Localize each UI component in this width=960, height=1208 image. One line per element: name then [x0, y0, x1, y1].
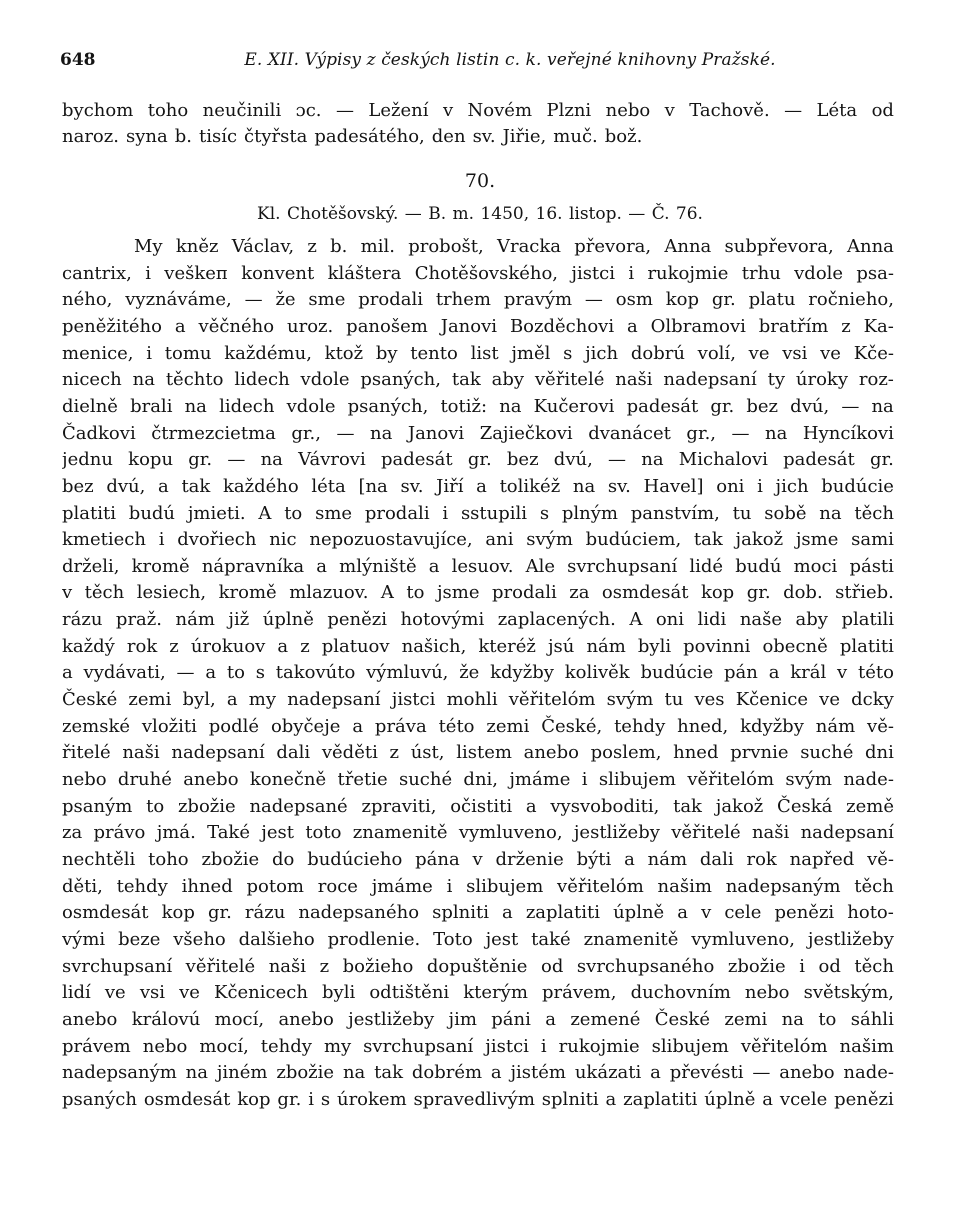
text-line: naroz. syna b. tisíc čtyřsta padesátého, den sv. Jiřie, muč. bož. — [62, 126, 643, 147]
running-header — [60, 47, 900, 73]
text-line: vými beze všeho dalšieho prodlenie. Toto jest také znamenitě vymluveno, jestližeby — [62, 929, 894, 950]
text-line: Čadkovi čtrmezcietma gr., — na Janovi Zajiečkovi dvanácet gr., — na Hyncíkovi — [62, 423, 894, 444]
text-line: cantrix, i veškeп konvent kláštera Chotěšovského, jistci i rukojmie trhu vdole psa- — [62, 263, 894, 284]
text-line: jednu kopu gr. — na Vávrovi padesát gr. bez dvú, — na Michalovi padesát gr. — [62, 449, 894, 470]
text-line: menice, i tomu každému, ktož by tento list jměl s jich dobrú volí, ve vsi ve Kče- — [62, 343, 894, 364]
text-line: rázu praž. nám již úplně penězi hotovými zaplacených. A oni lidi naše aby platili — [62, 609, 894, 630]
text-line: psaných osmdesát kop gr. i s úrokem spravedlivým splniti a zaplatiti úplně a vcele penězi — [62, 1089, 894, 1110]
text-line: lidí ve vsi ve Kčenicech byli odtištěni kterým právem, duchovním nebo světským, — [62, 982, 894, 1003]
text-line: za právo jmá. Také jest toto znamenitě vymluveno, jestližeby věřitelé naši nadepsaní — [62, 822, 894, 843]
text-line: kmetiech i dvořiech nic nepozuostavujíce, ani svým budúciem, tak jakož jsme sami — [62, 529, 894, 550]
text-line: anebo královú mocí, anebo jestližeby jim páni a zemené České zemi na to sáhli — [62, 1009, 894, 1030]
text-line: peněžitého a věčného uroz. panošem Janovi Bozděchovi a Olbramovi bratřím z Ka- — [62, 316, 894, 337]
text-line: řitelé naši nadepsaní dali věděti z úst, listem anebo poslem, hned prvnie suché dni — [62, 742, 894, 763]
text-line: bez dvú, a tak každého léta [na sv. Jiří a tolikéž na sv. Havel] oni i jich budúcie — [62, 476, 894, 497]
text-line: každý rok z úrokuov a z platuov našich, kteréž jsú nám byli povinni obecně platiti — [62, 636, 894, 657]
text-line: v těch lesiech, kromě mlazuov. A to jsme prodali za osmdesát kop gr. dob. střieb. — [62, 582, 894, 603]
text-line: svrchupsaní věřitelé naši z božieho dopuštěnie od svrchupsaného zbožie i od těch — [62, 956, 894, 977]
text-line: My kněz Václav, z b. mil. probošt, Vracka převora, Anna subpřevora, Anna — [134, 236, 894, 257]
text-line: nechtěli toho zbožie do budúcieho pána v drženie býti a nám dali rok napřed vě- — [62, 849, 894, 870]
document-source-line: Kl. Chotěšovský. — B. m. 1450, 16. listop. — Č. 76. — [257, 204, 703, 224]
text-line: a vydávati, — a to s takovúto výmluvú, že kdyžby kolivěk budúcie pán a král v této — [62, 662, 894, 683]
text-line: České zemi byl, a my nadepsaní jistci mohli věřitelóm svým tu ves Kčenice ve dcky — [62, 689, 894, 710]
text-line: zemské vložiti podlé obyčeje a práva této zemi České, tehdy hned, kdyžby nám vě- — [62, 716, 894, 737]
document-number: 70. — [464, 170, 496, 192]
text-line: platiti budú jmieti. A to sme prodali i sstupili s plným panstvím, tu sobě na těch — [62, 503, 894, 524]
text-line: psaným to zbožie nadepsané zpraviti, očistiti a vysvoboditi, tak jakož Česká země — [62, 796, 894, 817]
text-line: nadepsaným na jiném zbožie na tak dobrém a jistém ukázati a převésti — anebo nade- — [62, 1062, 894, 1083]
text-line: děti, tehdy ihned potom roce jmáme i slibujem věřitelóm našim nadepsaným těch — [62, 876, 894, 897]
text-line: bychom toho neučinili ɔc. — Ležení v Novém Plzni nebo v Tachově. — Léta od — [62, 100, 894, 121]
text-line: ného, vyznáváme, — že sme prodali trhem pravým — osm kop gr. platu ročnieho, — [62, 289, 894, 310]
running-title: E. XII. Výpisy z českých listin c. k. veřejné knihovny Pražské. — [244, 50, 776, 70]
page-number: 648 — [60, 50, 96, 70]
text-line: nicech na těchto lidech vdole psaných, tak aby věřitelé naši nadepsaní ty úroky roz- — [62, 369, 894, 390]
text-line: právem nebo mocí, tehdy my svrchupsaní jistci i rukojmie slibujem věřitelóm našim — [62, 1036, 894, 1057]
text-line: osmdesát kop gr. rázu nadepsaného splniti a zaplatiti úplně a v cele penězi hoto- — [62, 902, 894, 923]
text-line: drželi, kromě nápravníka a mlýniště a lesuov. Ale svrchupsaní lidé budú moci pásti — [62, 556, 894, 577]
text-line: dielně brali na lidech vdole psaných, totiž: na Kučerovi padesát gr. bez dvú, — na — [62, 396, 894, 417]
text-line: nebo druhé anebo konečně třetie suché dni, jmáme i slibujem věřitelóm svým nade- — [62, 769, 894, 790]
